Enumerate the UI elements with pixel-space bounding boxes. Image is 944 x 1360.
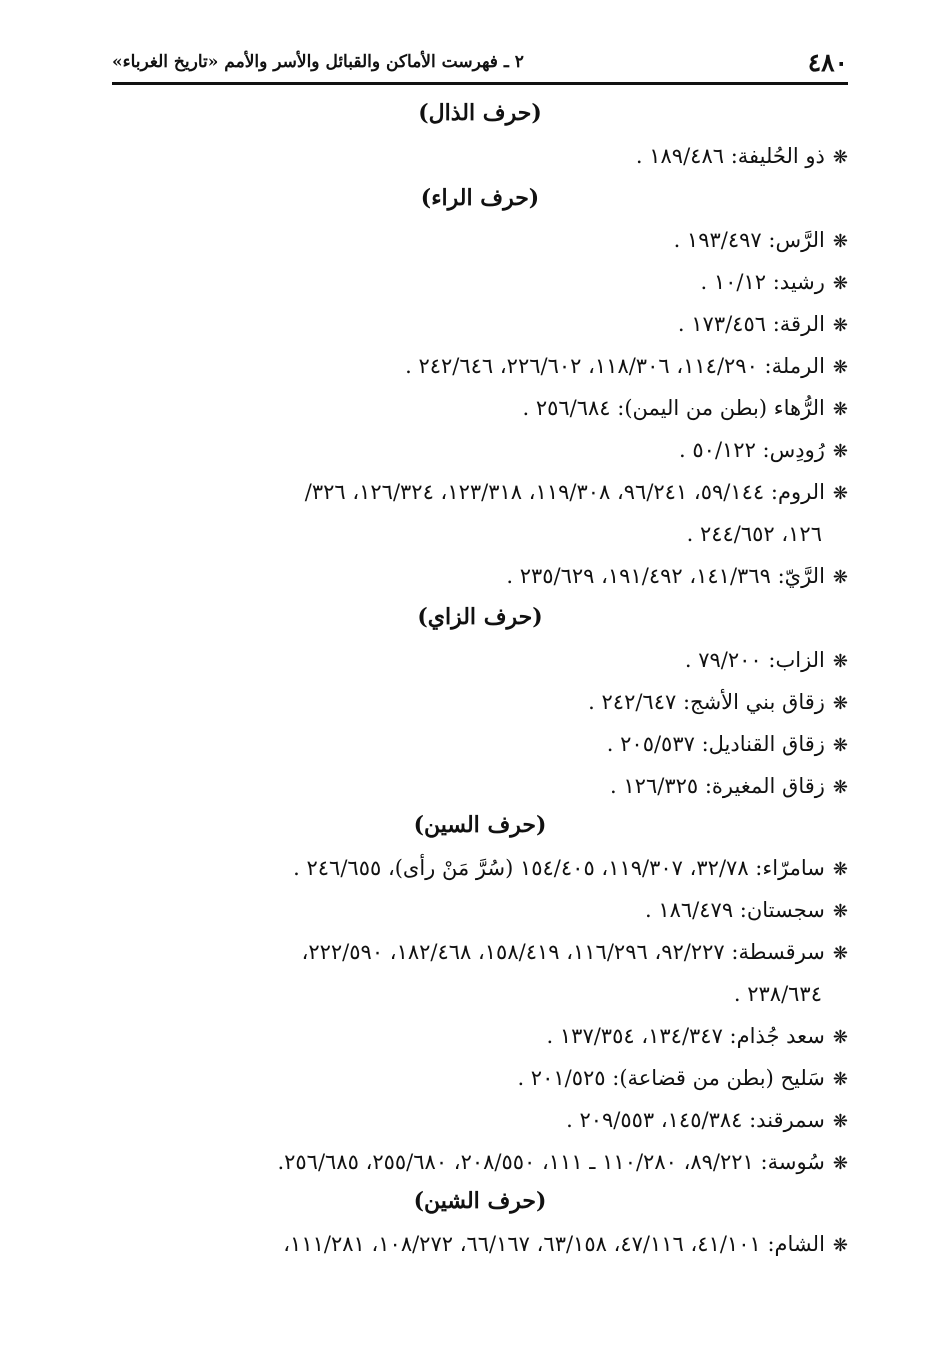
index-entry — [522, 396, 848, 420]
bullet-icon: ❋ — [832, 1027, 848, 1048]
index-entry — [302, 940, 848, 964]
entry-text: رشيد: ١٠/١٢ . — [700, 270, 825, 294]
index-entry — [674, 228, 848, 252]
index-entry — [610, 774, 848, 798]
header-rule — [112, 82, 848, 85]
section-heading: (حرف السين) — [413, 812, 547, 838]
bullet-icon: ❋ — [832, 315, 848, 336]
bullet-icon: ❋ — [832, 357, 848, 378]
index-entry — [506, 564, 848, 588]
index-entry — [700, 270, 848, 294]
index-entry — [679, 438, 848, 462]
entry-text: سمرقند: ١٤٥/٣٨٤، ٢٠٩/٥٥٣ . — [566, 1108, 825, 1132]
bullet-icon: ❋ — [832, 901, 848, 922]
section-heading: (حرف الزاي) — [417, 604, 543, 630]
section-heading: (حرف الشين) — [413, 1188, 547, 1214]
section-heading: (حرف الراء) — [420, 185, 540, 211]
bullet-icon: ❋ — [832, 399, 848, 420]
index-entry — [405, 354, 848, 378]
entry-text: الرَّيّ: ١٤١/٣٦٩، ١٩١/٤٩٢، ٢٣٥/٦٢٩ . — [506, 564, 825, 588]
entry-continuation: ٢٣٨/٦٣٤ . — [733, 982, 822, 1006]
entry-text: الرملة: ١١٤/٢٩٠، ١١٨/٣٠٦، ٢٢٦/٦٠٢، ٢٤٢/٦٤٦ . — [405, 354, 825, 378]
running-title: ٢ ـ فهرست الأماكن والقبائل والأسر والأمم «تاريخ الغرباء» — [112, 52, 524, 72]
index-entry — [283, 1232, 848, 1256]
bullet-icon: ❋ — [832, 231, 848, 252]
index-entry — [566, 1108, 848, 1132]
entry-text: الرُّهاء (بطن من اليمن): ٢٥٦/٦٨٤ . — [522, 396, 825, 420]
page-header — [112, 42, 848, 82]
bullet-icon: ❋ — [832, 693, 848, 714]
entry-text: سعد جُذام: ١٣٤/٣٤٧، ١٣٧/٣٥٤ . — [546, 1024, 825, 1048]
bullet-icon: ❋ — [832, 943, 848, 964]
bullet-icon: ❋ — [832, 1111, 848, 1132]
bullet-icon: ❋ — [832, 1153, 848, 1174]
entry-text: الروم: ٥٩/١٤٤، ٩٦/٢٤١، ١١٩/٣٠٨، ١٢٣/٣١٨، ١٢٦/٣٢٤، ٣٢٦/ — [304, 480, 825, 504]
entry-text: سرقسطة: ٩٢/٢٢٧، ١١٦/٢٩٦، ١٥٨/٤١٩، ١٨٢/٤٦٨، ٢٢٢/٥٩٠، — [301, 940, 825, 964]
entry-continuation: ١٢٦، ٢٤٤/٦٥٢ . — [686, 522, 822, 546]
bullet-icon: ❋ — [832, 777, 848, 798]
index-entry — [607, 732, 848, 756]
entry-text: الزاب: ٧٩/٢٠٠ . — [684, 648, 825, 672]
index-entry — [636, 144, 848, 168]
index-entry — [685, 648, 848, 672]
index-entry — [277, 1150, 848, 1174]
bullet-icon: ❋ — [832, 147, 848, 168]
bullet-icon: ❋ — [832, 651, 848, 672]
section-heading: (حرف الذال) — [418, 100, 542, 126]
bullet-icon: ❋ — [832, 859, 848, 880]
entry-text: الرقة: ١٧٣/٤٥٦ . — [677, 312, 825, 336]
index-entry — [293, 856, 848, 880]
bullet-icon: ❋ — [832, 1069, 848, 1090]
index-entry — [588, 690, 848, 714]
index-entry — [517, 1066, 848, 1090]
entry-text: سُوسة: ٨٩/٢٢١، ١١٠/٢٨٠ ـ ١١١، ٢٠٨/٥٥٠، ٢٥٥/٦٨٠، ٢٥٦/٦٨٥. — [277, 1150, 825, 1174]
entry-text: ذو الحُليفة: ١٨٩/٤٨٦ . — [635, 144, 825, 168]
index-entry — [547, 1024, 848, 1048]
index-entry — [305, 480, 848, 504]
entry-text: رُودِس: ٥٠/١٢٢ . — [679, 438, 825, 462]
entry-text: الشام: ٤١/١٠١، ٤٧/١١٦، ٦٣/١٥٨، ٦٦/١٦٧، ١٠٨/٢٧٢، ١١١/٢٨١، — [283, 1232, 825, 1256]
bullet-icon: ❋ — [832, 273, 848, 294]
bullet-icon: ❋ — [832, 1235, 848, 1256]
entry-text: سجستان: ١٨٦/٤٧٩ . — [644, 898, 825, 922]
entry-text: زقاق القناديل: ٢٠٥/٥٣٧ . — [606, 732, 825, 756]
entry-text: سَليح (بطن من قضاعة): ٢٠١/٥٢٥ . — [517, 1066, 825, 1090]
page-number: ٤٨٠ — [807, 47, 848, 77]
index-entry — [678, 312, 848, 336]
index-entry — [645, 898, 848, 922]
entry-text: زقاق المغيرة: ١٢٦/٣٢٥ . — [610, 774, 825, 798]
entry-text: سامرّاء: ٣٢/٧٨، ١١٩/٣٠٧، ١٥٤/٤٠٥ (سُرَّ مَنْ رأى)، ٢٤٦/٦٥٥ . — [293, 856, 825, 880]
bullet-icon: ❋ — [832, 441, 848, 462]
entry-text: الرَّس: ١٩٣/٤٩٧ . — [673, 228, 825, 252]
entry-text: زقاق بني الأشج: ٢٤٢/٦٤٧ . — [588, 690, 825, 714]
bullet-icon: ❋ — [832, 567, 848, 588]
bullet-icon: ❋ — [832, 735, 848, 756]
bullet-icon: ❋ — [832, 483, 848, 504]
